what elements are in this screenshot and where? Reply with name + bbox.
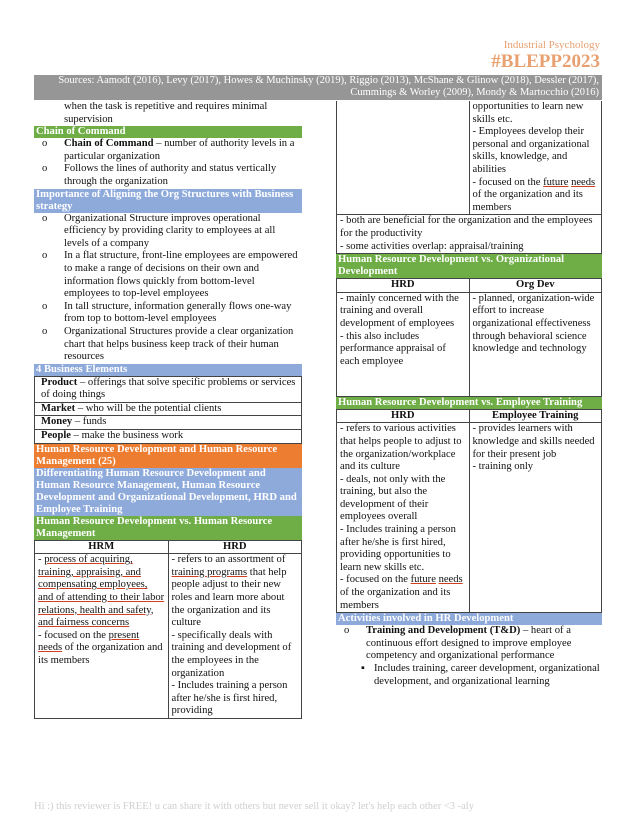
section-title-chain-of-command: Chain of Command: [34, 126, 302, 138]
table-header: HRM: [35, 540, 169, 554]
right-column: [336, 101, 602, 688]
section-title-hrd-hrm: Human Resource Development and Human Resource Management (25): [34, 444, 302, 468]
list-item: o Follows the lines of authority and status vertically through the organization: [34, 163, 302, 188]
list-item: Money – funds: [35, 415, 301, 429]
list-item: o Organizational Structures provide a clear organization chart that helps business keep track of their human resources: [34, 326, 302, 364]
hashtag-title: #BLEPP2023: [491, 51, 600, 72]
section-title-differentiating: Differentiating Human Resource Development and Human Resource Management, Human Resource Development and Organizational Development, HRD and Employee Training: [34, 468, 302, 516]
section-title-business-elements: 4 Business Elements: [34, 364, 302, 376]
list-item: o Chain of Command – number of authority levels in a particular organization: [34, 138, 302, 163]
section-title-importance: Importance of Aligning the Org Structures with Business strategy: [34, 189, 302, 213]
hrm-hrd-table-continued: [336, 101, 602, 254]
table-header: HRD: [337, 279, 470, 293]
activities-list: [336, 625, 602, 688]
table-header: Employee Training: [469, 409, 602, 423]
list-item: o Training and Development (T&D) – heart of a continuous effort designed to improve employee competency and organizational performance ▪ Includes training, career development, organizational development, and organizational learning: [336, 625, 602, 688]
section-title-hrd-vs-od: Human Resource Development vs. Organizational Development: [336, 254, 602, 278]
subject-label: Industrial Psychology: [503, 39, 600, 51]
table-cell: - planned, organization-wide effort to increase organizational effectiveness through behavioral science knowledge and technology: [469, 292, 602, 396]
chain-of-command-list: [34, 138, 302, 188]
table-header: HRD: [168, 540, 302, 554]
sources-bar: Sources: Aamodt (2016), Levy (2017), Howes & Muchinsky (2019), Riggio (2013), McShane & Glinow (2018), Dessler (2017), Cummings & Worley (2009), Mondy & Martocchio (2016): [34, 75, 602, 100]
table-cell: - provides learners with knowledge and skills needed for their present job - training only: [469, 423, 602, 613]
importance-list: [34, 213, 302, 364]
section-title-hrd-vs-hrm: Human Resource Development vs. Human Resource Management: [34, 516, 302, 540]
table-header: Org Dev: [469, 279, 602, 293]
table-cell: - refers to an assortment of training programs that help people adjust to their new roles and learn more about the organization and its culture - specifically deals with training and development of the employees in the organization - Includes training a person after he/she is first hired, providing: [168, 554, 302, 719]
table-cell: - mainly concerned with the training and overall development of employees - this also includes performance appraisal of each employee: [337, 292, 470, 396]
footer-note: Hi :) this reviewer is FREE! u can share it with others but never sell it okay? let's help each other <3 -aly: [34, 801, 474, 812]
hrd-training-table: [336, 409, 602, 614]
continuation-text: when the task is repetitive and requires minimal supervision: [64, 101, 268, 125]
table-cell: - process of acquiring, training, appraising, and compensating employees, and of attending to their labor relations, health and safety, and fairness concerns - focused on the present needs of the organization and its members: [35, 554, 169, 719]
hrm-hrd-table: [34, 540, 302, 719]
list-item: ▪ Includes training, career development, organizational development, and organizational learning: [336, 663, 602, 688]
list-item: Product – offerings that solve specific problems or services of doing things: [41, 376, 296, 401]
table-cell: - both are beneficial for the organization and the employees for the productivity - some activities overlap: appraisal/training: [337, 215, 602, 254]
business-elements-box: [34, 376, 302, 444]
list-item: o In a flat structure, front-line employees are empowered to make a range of decisions on their own and information flows quickly from bottom-level employees to top-level employees: [34, 250, 302, 300]
hrd-od-table: [336, 278, 602, 397]
section-title-activities: Activities involved in HR Development: [336, 613, 602, 625]
list-item: Market – who will be the potential clients: [35, 402, 301, 416]
list-item: People – make the business work: [35, 429, 301, 443]
table-cell: - refers to various activities that helps people to adjust to the organization/workplace and its culture - deals, not only with the training, but also the development of their employees overall - Includes training a person after he/she is first hired, providing opportunities to learn new skills etc. - focused on the future needs of the organization and its members: [337, 423, 470, 613]
list-item: o In tall structure, information generally flows one-way from top to bottom-level employees: [34, 301, 302, 326]
table-header: HRD: [337, 409, 470, 423]
section-title-hrd-vs-training: Human Resource Development vs. Employee Training: [336, 397, 602, 409]
table-cell: opportunities to learn new skills etc. - Employees develop their personal and organizational skills, knowledge, and abilities - focused on the future needs of the organization and its members: [469, 101, 602, 215]
list-item: o Organizational Structure improves operational efficiency by providing clarity to employees at all levels of a company: [34, 213, 302, 251]
sub-list: [336, 663, 602, 688]
left-column: [34, 101, 302, 719]
table-cell: [337, 101, 470, 215]
